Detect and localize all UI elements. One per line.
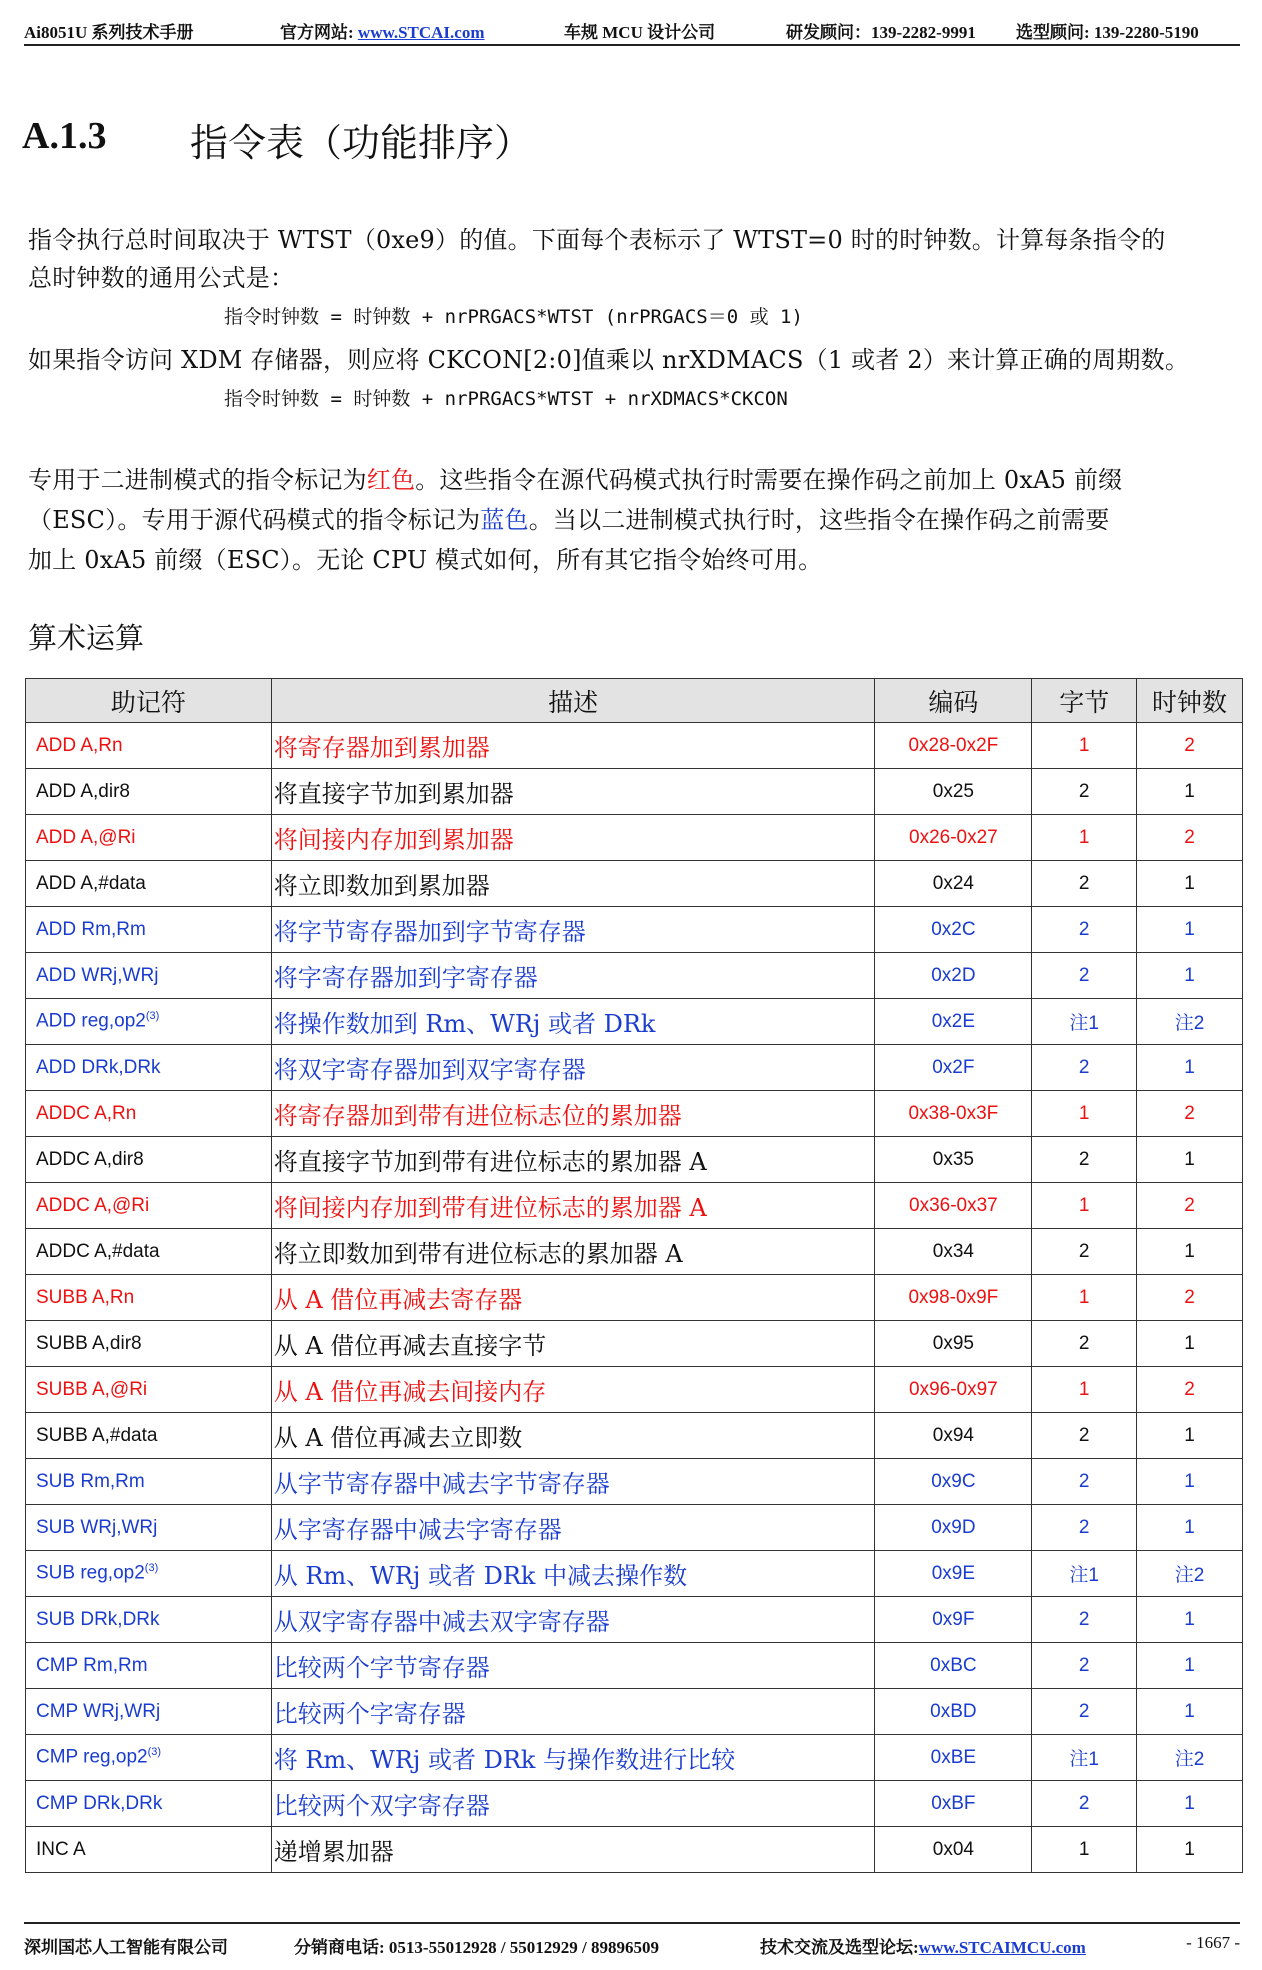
note-line-2: （ESC）。专用于源代码模式的指令标记为蓝色。当以二进制模式执行时，这些指令在操作码之前需要 [28, 506, 1110, 534]
description-cell: 将寄存器加到累加器 [271, 723, 875, 769]
clocks-cell: 2 [1137, 815, 1243, 861]
bytes-cell: 2 [1032, 953, 1137, 999]
encoding-cell: 0x2E [875, 999, 1032, 1045]
col-bytes: 字节 [1032, 679, 1137, 723]
mnemonic-cell: ADD DRk,DRk [26, 1045, 272, 1091]
encoding-cell: 0xBF [875, 1781, 1032, 1827]
description-cell: 将直接字节加到带有进位标志的累加器 A [271, 1137, 875, 1183]
clocks-cell: 1 [1137, 769, 1243, 815]
mnemonic-cell: ADD A,@Ri [26, 815, 272, 861]
bytes-cell: 注1 [1032, 999, 1137, 1045]
bytes-cell: 1 [1032, 815, 1137, 861]
description-cell: 从 A 借位再减去立即数 [271, 1413, 875, 1459]
bytes-cell: 1 [1032, 1827, 1137, 1873]
table-row [26, 907, 1243, 953]
encoding-cell: 0x2D [875, 953, 1032, 999]
mnemonic-cell: SUBB A,#data [26, 1413, 272, 1459]
mnemonic-cell: SUB reg,op2$^{(3)}$ [26, 1551, 272, 1597]
clocks-cell: 2 [1137, 1091, 1243, 1137]
selection-contact: 选型顾问: 139-2280-5190 [1016, 23, 1199, 42]
note-line-3: 加上 0xA5 前缀（ESC）。无论 CPU 模式如何，所有其它指令始终可用。 [28, 546, 823, 574]
clocks-cell: 1 [1137, 1045, 1243, 1091]
instruction-table [25, 678, 1243, 1873]
description-cell: 将字寄存器加到字寄存器 [271, 953, 875, 999]
table-row [26, 1045, 1243, 1091]
mnemonic-cell: ADD Rm,Rm [26, 907, 272, 953]
description-cell: 将寄存器加到带有进位标志位的累加器 [271, 1091, 875, 1137]
clocks-cell: 1 [1137, 1321, 1243, 1367]
blue-word: 蓝色 [480, 506, 529, 534]
clocks-cell: 2 [1137, 723, 1243, 769]
bytes-cell: 2 [1032, 1597, 1137, 1643]
table-row [26, 1183, 1243, 1229]
col-description: 描述 [271, 679, 875, 723]
col-mnemonic: 助记符 [26, 679, 272, 723]
clocks-cell: 注2 [1137, 1551, 1243, 1597]
table-row [26, 1551, 1243, 1597]
page-number: - 1667 - [1186, 1933, 1240, 1952]
table-row [26, 815, 1243, 861]
table-header-row [26, 679, 1243, 723]
mnemonic-cell: CMP reg,op2$^{(3)}$ [26, 1735, 272, 1781]
encoding-cell: 0x28-0x2F [875, 723, 1032, 769]
encoding-cell: 0x2F [875, 1045, 1032, 1091]
description-cell: 从 Rm、WRj 或者 DRk 中减去操作数 [271, 1551, 875, 1597]
page-header [24, 10, 1240, 46]
intro-line-2: 总时钟数的通用公式是： [28, 264, 295, 292]
bytes-cell: 2 [1032, 1045, 1137, 1091]
intro-line-1: 指令执行总时间取决于 WTST（0xe9）的值。下面每个表标示了 WTST=0 时的时钟数。计算每条指令的 [28, 226, 1166, 254]
red-word: 红色 [366, 466, 416, 494]
mnemonic-cell: CMP Rm,Rm [26, 1643, 272, 1689]
formula-1: 指令时钟数 = 时钟数 + nrPRGACS*WTST (nrPRGACS＝0 或 1) [224, 306, 803, 328]
encoding-cell: 0xBD [875, 1689, 1032, 1735]
footnote-ref: (3) [144, 1562, 159, 1575]
description-cell: 从双字寄存器中减去双字寄存器 [271, 1597, 875, 1643]
col-encoding: 编码 [875, 679, 1032, 723]
description-cell: 从 A 借位再减去寄存器 [271, 1275, 875, 1321]
table-row [26, 1413, 1243, 1459]
forum-link[interactable]: www.STCAIMCU.com [918, 1938, 1086, 1957]
bytes-cell: 2 [1032, 1643, 1137, 1689]
clocks-cell: 1 [1137, 1229, 1243, 1275]
mnemonic-cell: ADDC A,#data [26, 1229, 272, 1275]
table-row [26, 1367, 1243, 1413]
footnote-ref: (3) [147, 1746, 162, 1759]
subsection-title: 算术运算 [28, 621, 145, 655]
footer-phone: 分销商电话: 0513-55012928 / 55012929 / 89896509 [294, 1938, 660, 1957]
clocks-cell: 2 [1137, 1275, 1243, 1321]
description-cell: 比较两个字寄存器 [271, 1689, 875, 1735]
description-cell: 将双字寄存器加到双字寄存器 [271, 1045, 875, 1091]
mnemonic-cell: ADDC A,dir8 [26, 1137, 272, 1183]
description-cell: 从 A 借位再减去直接字节 [271, 1321, 875, 1367]
bytes-cell: 2 [1032, 1413, 1137, 1459]
encoding-cell: 0xBC [875, 1643, 1032, 1689]
col-clocks: 时钟数 [1137, 679, 1243, 723]
footnote-ref: (3) [145, 1010, 160, 1023]
table-row [26, 861, 1243, 907]
description-cell: 将操作数加到 Rm、WRj 或者 DRk [271, 999, 875, 1045]
encoding-cell: 0x04 [875, 1827, 1032, 1873]
mnemonic-cell: ADD A,#data [26, 861, 272, 907]
mnemonic-cell: SUB Rm,Rm [26, 1459, 272, 1505]
manual-title: Ai8051U 系列技术手册 [24, 23, 194, 42]
clocks-cell: 注2 [1137, 1735, 1243, 1781]
clocks-cell: 1 [1137, 1137, 1243, 1183]
bytes-cell: 1 [1032, 723, 1137, 769]
footer-forum: 技术交流及选型论坛:www.STCAIMCU.com [760, 1938, 1086, 1957]
table-row [26, 1275, 1243, 1321]
description-cell: 比较两个双字寄存器 [271, 1781, 875, 1827]
bytes-cell: 2 [1032, 1781, 1137, 1827]
table-row [26, 1459, 1243, 1505]
clocks-cell: 1 [1137, 907, 1243, 953]
bytes-cell: 2 [1032, 1321, 1137, 1367]
mnemonic-cell: ADD A,dir8 [26, 769, 272, 815]
encoding-cell: 0x26-0x27 [875, 815, 1032, 861]
description-cell: 将 Rm、WRj 或者 DRk 与操作数进行比较 [271, 1735, 875, 1781]
description-cell: 递增累加器 [271, 1827, 875, 1873]
mnemonic-cell: CMP DRk,DRk [26, 1781, 272, 1827]
description-cell: 将间接内存加到累加器 [271, 815, 875, 861]
mnemonic-cell: SUBB A,dir8 [26, 1321, 272, 1367]
table-row [26, 953, 1243, 999]
clocks-cell: 注2 [1137, 999, 1243, 1045]
clocks-cell: 1 [1137, 953, 1243, 999]
encoding-cell: 0x34 [875, 1229, 1032, 1275]
bytes-cell: 1 [1032, 1183, 1137, 1229]
bytes-cell: 1 [1032, 1091, 1137, 1137]
table-row [26, 723, 1243, 769]
mnemonic-cell: SUBB A,Rn [26, 1275, 272, 1321]
rd-contact: 研发顾问：139-2282-9991 [786, 23, 976, 42]
mnemonic-cell: SUBB A,@Ri [26, 1367, 272, 1413]
bytes-cell: 2 [1032, 1505, 1137, 1551]
encoding-cell: 0x9E [875, 1551, 1032, 1597]
clocks-cell: 1 [1137, 1689, 1243, 1735]
bytes-cell: 1 [1032, 1275, 1137, 1321]
table-row [26, 1735, 1243, 1781]
mnemonic-cell: ADDC A,@Ri [26, 1183, 272, 1229]
description-cell: 将字节寄存器加到字节寄存器 [271, 907, 875, 953]
section-number: A.1.3 [22, 115, 107, 157]
table-row [26, 1321, 1243, 1367]
bytes-cell: 注1 [1032, 1551, 1137, 1597]
site-label: 官方网站: www.STCAI.com [280, 23, 485, 42]
encoding-cell: 0x25 [875, 769, 1032, 815]
table-row [26, 1643, 1243, 1689]
company-tagline: 车规 MCU 设计公司 [564, 23, 716, 42]
bytes-cell: 1 [1032, 1367, 1137, 1413]
encoding-cell: 0x9F [875, 1597, 1032, 1643]
encoding-cell: 0xBE [875, 1735, 1032, 1781]
encoding-cell: 0x9C [875, 1459, 1032, 1505]
encoding-cell: 0x96-0x97 [875, 1367, 1032, 1413]
description-cell: 从字节寄存器中减去字节寄存器 [271, 1459, 875, 1505]
encoding-cell: 0x2C [875, 907, 1032, 953]
mnemonic-cell: ADDC A,Rn [26, 1091, 272, 1137]
section-title: 指令表（功能排序） [190, 121, 533, 165]
clocks-cell: 1 [1137, 1781, 1243, 1827]
intro-line-3: 如果指令访问 XDM 存储器，则应将 CKCON[2:0]值乘以 nrXDMACS（1 或者 2）来计算正确的周期数。 [28, 346, 1190, 374]
clocks-cell: 1 [1137, 861, 1243, 907]
description-cell: 从字寄存器中减去字寄存器 [271, 1505, 875, 1551]
encoding-cell: 0x36-0x37 [875, 1183, 1032, 1229]
bytes-cell: 2 [1032, 1229, 1137, 1275]
table-row [26, 1137, 1243, 1183]
table-row [26, 1505, 1243, 1551]
description-cell: 将立即数加到累加器 [271, 861, 875, 907]
table-row [26, 769, 1243, 815]
site-link[interactable]: www.STCAI.com [357, 23, 485, 42]
bytes-cell: 注1 [1032, 1735, 1137, 1781]
table-row [26, 1827, 1243, 1873]
bytes-cell: 2 [1032, 1137, 1137, 1183]
table-row [26, 1781, 1243, 1827]
table-row [26, 999, 1243, 1045]
mnemonic-cell: ADD A,Rn [26, 723, 272, 769]
clocks-cell: 2 [1137, 1367, 1243, 1413]
bytes-cell: 2 [1032, 1689, 1137, 1735]
clocks-cell: 1 [1137, 1413, 1243, 1459]
encoding-cell: 0x9D [875, 1505, 1032, 1551]
description-cell: 比较两个字节寄存器 [271, 1643, 875, 1689]
table-row [26, 1229, 1243, 1275]
page-footer [24, 1922, 1240, 1964]
encoding-cell: 0x24 [875, 861, 1032, 907]
footer-company: 深圳国芯人工智能有限公司 [24, 1938, 228, 1957]
bytes-cell: 2 [1032, 861, 1137, 907]
formula-2: 指令时钟数 = 时钟数 + nrPRGACS*WTST + nrXDMACS*CKCON [224, 388, 788, 410]
encoding-cell: 0x35 [875, 1137, 1032, 1183]
section-heading [22, 112, 533, 165]
table-row [26, 1597, 1243, 1643]
mnemonic-cell: SUB WRj,WRj [26, 1505, 272, 1551]
encoding-cell: 0x98-0x9F [875, 1275, 1032, 1321]
clocks-cell: 1 [1137, 1459, 1243, 1505]
clocks-cell: 2 [1137, 1183, 1243, 1229]
mnemonic-cell: SUB DRk,DRk [26, 1597, 272, 1643]
note-line-1: 专用于二进制模式的指令标记为红色。这些指令在源代码模式执行时需要在操作码之前加上 0xA5 前缀 [28, 466, 1123, 494]
mnemonic-cell: ADD reg,op2$^{(3)}$ [26, 999, 272, 1045]
description-cell: 将立即数加到带有进位标志的累加器 A [271, 1229, 875, 1275]
clocks-cell: 1 [1137, 1643, 1243, 1689]
description-cell: 将间接内存加到带有进位标志的累加器 A [271, 1183, 875, 1229]
mnemonic-cell: ADD WRj,WRj [26, 953, 272, 999]
encoding-cell: 0x38-0x3F [875, 1091, 1032, 1137]
encoding-cell: 0x94 [875, 1413, 1032, 1459]
bytes-cell: 2 [1032, 1459, 1137, 1505]
description-cell: 将直接字节加到累加器 [271, 769, 875, 815]
mnemonic-cell: INC A [26, 1827, 272, 1873]
table-row [26, 1091, 1243, 1137]
bytes-cell: 2 [1032, 907, 1137, 953]
description-cell: 从 A 借位再减去间接内存 [271, 1367, 875, 1413]
clocks-cell: 1 [1137, 1827, 1243, 1873]
bytes-cell: 2 [1032, 769, 1137, 815]
encoding-cell: 0x95 [875, 1321, 1032, 1367]
clocks-cell: 1 [1137, 1505, 1243, 1551]
table-row [26, 1689, 1243, 1735]
mnemonic-cell: CMP WRj,WRj [26, 1689, 272, 1735]
clocks-cell: 1 [1137, 1597, 1243, 1643]
